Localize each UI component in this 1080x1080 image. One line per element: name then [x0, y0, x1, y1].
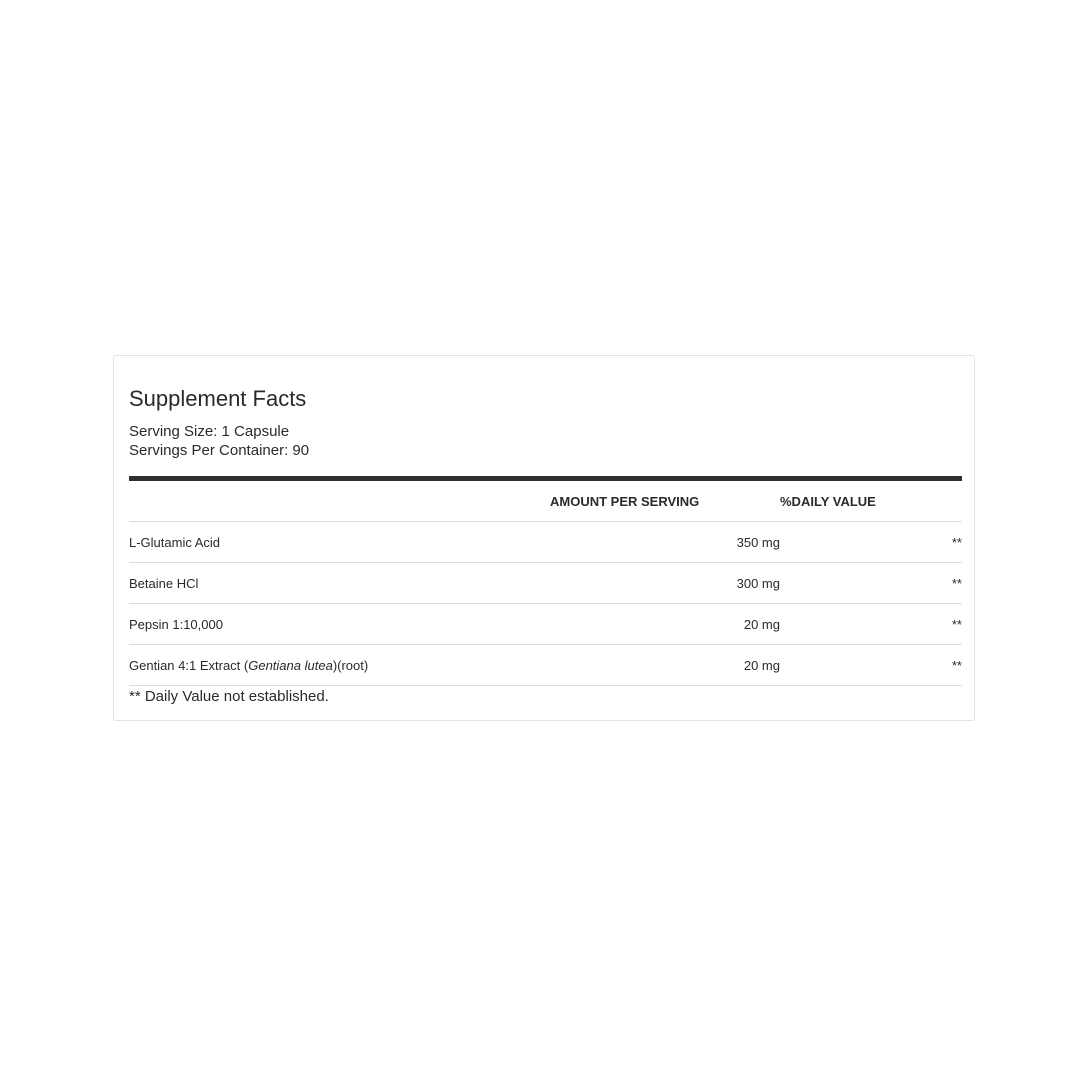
ingredient-daily-value: ** — [780, 563, 962, 604]
ingredient-daily-value: ** — [780, 522, 962, 563]
table-row — [129, 645, 962, 686]
header-daily-value: %DAILY VALUE — [780, 481, 962, 522]
servings-per-container: Servings Per Container: 90 — [129, 442, 310, 459]
serving-size: Serving Size: 1 Capsule — [129, 423, 290, 440]
header-ingredient — [129, 481, 550, 522]
ingredient-daily-value: ** — [780, 645, 962, 686]
ingredient-name: Betaine HCl — [129, 563, 550, 604]
table-header-row — [129, 481, 962, 522]
serving-info — [129, 422, 309, 460]
ingredient-name-prefix: Gentian 4:1 Extract ( — [129, 657, 249, 673]
daily-value-footnote: ** Daily Value not established. — [129, 688, 329, 705]
ingredient-name — [129, 645, 550, 686]
supplement-facts-panel — [113, 355, 975, 721]
ingredient-daily-value: ** — [780, 604, 962, 645]
ingredient-name: L-Glutamic Acid — [129, 522, 550, 563]
ingredient-amount: 20 mg — [550, 645, 780, 686]
ingredient-amount: 350 mg — [550, 522, 780, 563]
table-row — [129, 522, 962, 563]
table-row — [129, 563, 962, 604]
ingredient-amount: 300 mg — [550, 563, 780, 604]
facts-table — [129, 481, 962, 686]
header-amount-per-serving: AMOUNT PER SERVING — [550, 481, 780, 522]
panel-title: Supplement Facts — [129, 386, 307, 411]
ingredient-name: Pepsin 1:10,000 — [129, 604, 550, 645]
ingredient-amount: 20 mg — [550, 604, 780, 645]
ingredient-latin-name: Gentiana lutea — [248, 657, 333, 673]
table-row — [129, 604, 962, 645]
ingredient-name-suffix: )(root) — [332, 657, 369, 673]
